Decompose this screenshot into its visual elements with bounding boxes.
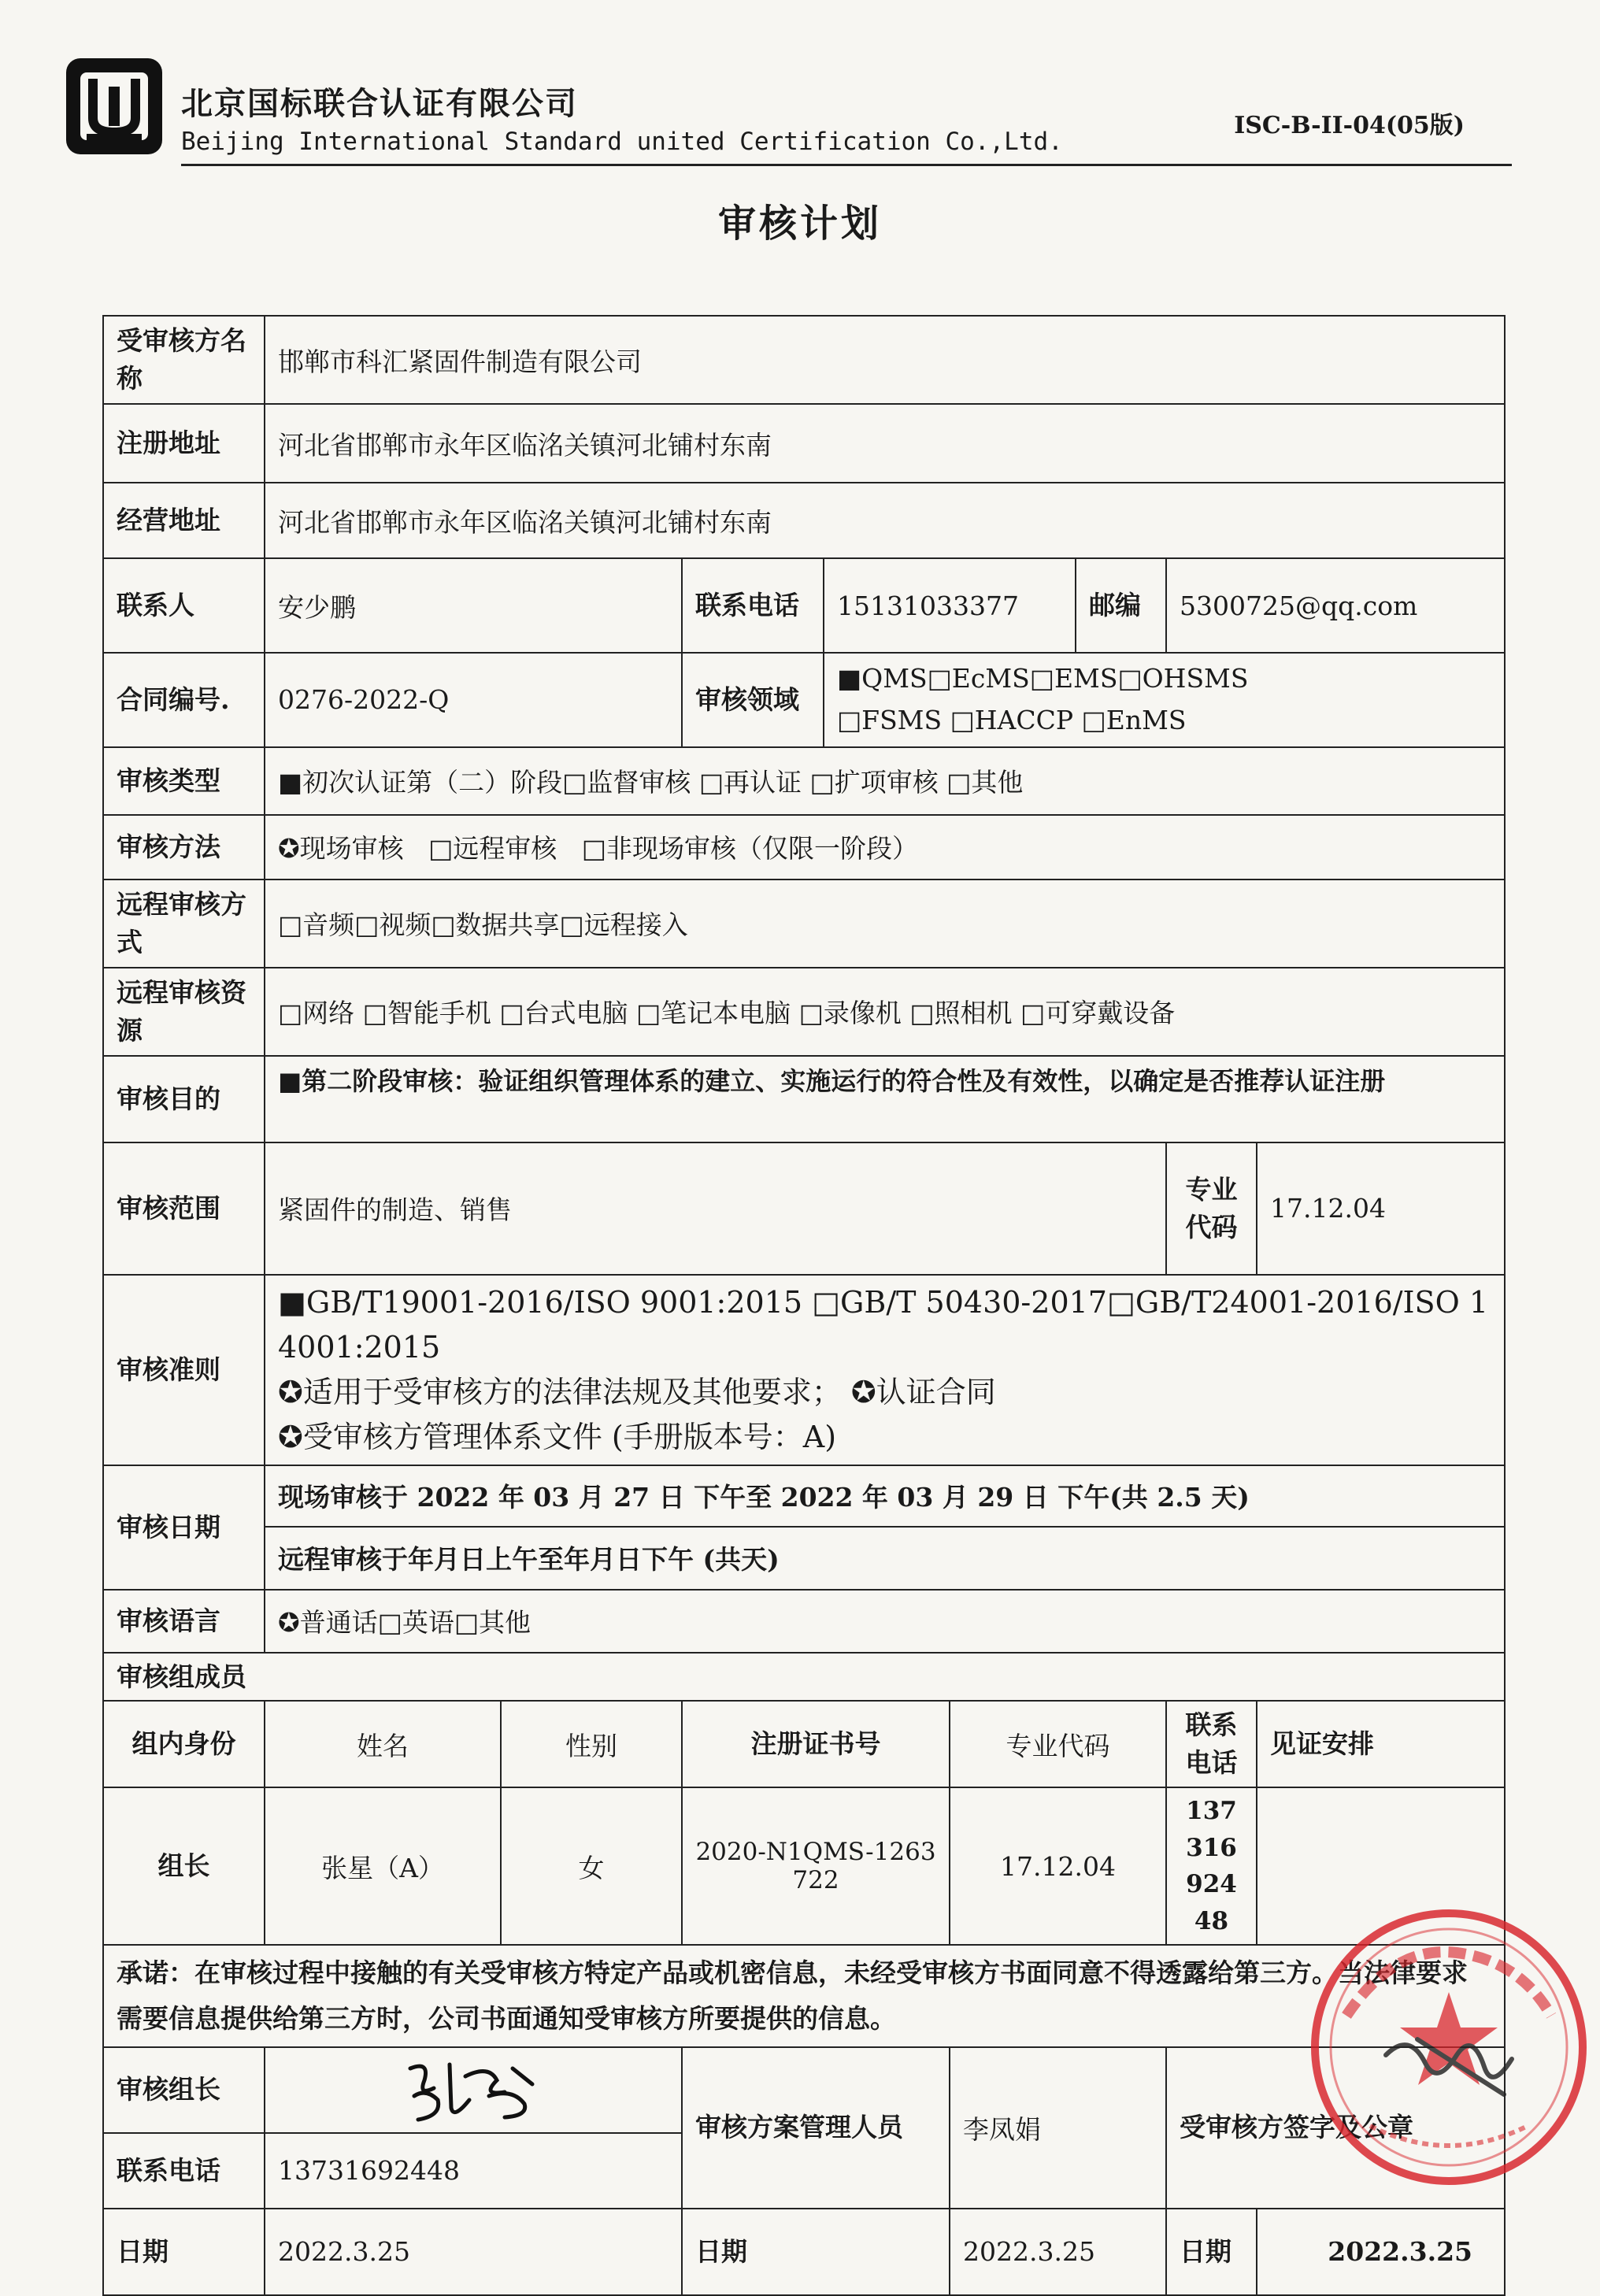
audit-team-label: 审核组成员 — [103, 1653, 1505, 1702]
leader-signature-icon — [394, 2053, 552, 2128]
team-header-phone: 联系电话 — [1166, 1701, 1257, 1787]
audit-domain-label: 审核领域 — [682, 653, 824, 747]
contact-email: 5300725@qq.com — [1166, 558, 1505, 653]
audit-type: ■初次认证第（二）阶段□监督审核 □再认证 □扩项审核 □其他 — [265, 747, 1505, 815]
team-gender: 女 — [501, 1787, 682, 1945]
audit-method: ✪现场审核 □远程审核 □非现场审核（仅限一阶段） — [265, 815, 1505, 880]
audit-date-label: 审核日期 — [103, 1465, 265, 1590]
business-address-label: 经营地址 — [103, 483, 265, 558]
professional-code-label: 专业代码 — [1166, 1142, 1257, 1275]
registered-address: 河北省邯郸市永年区临洺关镇河北铺村东南 — [265, 404, 1505, 483]
leader-phone: 13731692448 — [265, 2133, 682, 2209]
audit-criteria — [265, 1275, 1505, 1465]
contact-person-label: 联系人 — [103, 558, 265, 653]
auditee-date-label: 日期 — [1166, 2209, 1257, 2295]
audit-language-label: 审核语言 — [103, 1590, 265, 1653]
audit-domain-line2: □FSMS □HACCP □EnMS — [837, 704, 1187, 735]
postcode-label: 邮编 — [1076, 558, 1166, 653]
audit-scope: 紧固件的制造、销售 — [265, 1142, 1166, 1275]
audit-method-label: 审核方法 — [103, 815, 265, 880]
registered-address-label: 注册地址 — [103, 404, 265, 483]
criteria-legal: ✪适用于受审核方的法律法规及其他要求； ✪认证合同 — [278, 1374, 996, 1409]
team-header-role: 组内身份 — [103, 1701, 265, 1787]
contact-phone-label: 联系电话 — [682, 558, 824, 653]
audit-scope-label: 审核范围 — [103, 1142, 265, 1275]
leader-phone-label: 联系电话 — [103, 2133, 265, 2209]
document-title: 审核计划 — [717, 202, 882, 246]
remote-mode-label: 远程审核方式 — [103, 880, 265, 968]
company-name-cn: 北京国标联合认证有限公司 — [181, 85, 578, 122]
remote-audit-date: 远程审核于年月日上午至年月日下午 (共天) — [265, 1527, 1505, 1590]
team-leader-signature — [265, 2047, 682, 2133]
audit-plan-table — [102, 315, 1506, 2296]
team-header-gender: 性别 — [501, 1701, 682, 1787]
team-header-code: 专业代码 — [950, 1701, 1166, 1787]
confidentiality-commitment: 承诺：在审核过程中接触的有关受审核方特定产品或机密信息，未经受审核方书面同意不得透露给第三方。当法律要求需要信息提供给第三方时，公司书面通知受审核方所要提供的信息。 — [103, 1945, 1505, 2047]
business-address: 河北省邯郸市永年区临洺关镇河北铺村东南 — [265, 483, 1505, 558]
remote-resources: □网络 □智能手机 □台式电脑 □笔记本电脑 □录像机 □照相机 □可穿戴设备 — [265, 968, 1505, 1056]
leader-date: 2022.3.25 — [265, 2209, 682, 2295]
program-manager: 李凤娟 — [950, 2047, 1166, 2209]
contact-person: 安少鹏 — [265, 558, 682, 653]
letterhead — [63, 47, 1512, 173]
isc-logo-icon — [63, 55, 165, 157]
remote-mode: □音频□视频□数据共享□远程接入 — [265, 880, 1505, 968]
contact-phone: 15131033377 — [824, 558, 1076, 653]
form-code: ISC-B-II-04(05版) — [1234, 112, 1465, 139]
header-rule — [181, 164, 1512, 166]
team-role: 组长 — [103, 1787, 265, 1945]
criteria-system-docs: ✪受审核方管理体系文件 (手册版本号：A) — [278, 1419, 837, 1454]
team-witness — [1257, 1787, 1505, 1945]
program-manager-label: 审核方案管理人员 — [682, 2047, 950, 2209]
manager-date: 2022.3.25 — [950, 2209, 1166, 2295]
audit-domain-line1: ■QMS□EcMS□EMS□OHSMS — [837, 663, 1249, 694]
team-leader-label: 审核组长 — [103, 2047, 265, 2133]
leader-date-label: 日期 — [103, 2209, 265, 2295]
auditee-name-label: 受审核方名称 — [103, 316, 265, 404]
auditee-signature-label: 受审核方签字及公章 — [1166, 2047, 1505, 2209]
company-name-en: Beijing International Standard united Certification Co.,Ltd. — [181, 128, 1063, 156]
team-header-cert-no: 注册证书号 — [682, 1701, 950, 1787]
onsite-audit-date: 现场审核于 2022 年 03 月 27 日 下午至 2022 年 03 月 29 日 下午(共 2.5 天) — [265, 1465, 1505, 1527]
professional-code: 17.12.04 — [1257, 1142, 1505, 1275]
team-header-witness: 见证安排 — [1257, 1701, 1505, 1787]
audit-type-label: 审核类型 — [103, 747, 265, 815]
team-header-name: 姓名 — [265, 1701, 501, 1787]
auditee-name: 邯郸市科汇紧固件制造有限公司 — [265, 316, 1505, 404]
team-code: 17.12.04 — [950, 1787, 1166, 1945]
contract-number: 0276-2022-Q — [265, 653, 682, 747]
audit-language: ✪普通话□英语□其他 — [265, 1590, 1505, 1653]
team-phone: 13731692448 — [1166, 1787, 1257, 1945]
contract-number-label: 合同编号. — [103, 653, 265, 747]
audit-domain — [824, 653, 1505, 747]
manager-date-label: 日期 — [682, 2209, 950, 2295]
audit-purpose: ■第二阶段审核：验证组织管理体系的建立、实施运行的符合性及有效性，以确定是否推荐认证注册 — [265, 1056, 1505, 1142]
audit-purpose-label: 审核目的 — [103, 1056, 265, 1142]
audit-criteria-label: 审核准则 — [103, 1275, 265, 1465]
table-row — [103, 1787, 1505, 1945]
auditee-date: 2022.3.25 — [1257, 2209, 1505, 2295]
criteria-standards: ■GB/T19001-2016/ISO 9001:2015 □GB/T 50430-2017□GB/T24001-2016/ISO 14001:2015 — [278, 1284, 1488, 1365]
remote-resources-label: 远程审核资源 — [103, 968, 265, 1056]
team-cert-no: 2020-N1QMS-1263722 — [682, 1787, 950, 1945]
team-name: 张星（A） — [265, 1787, 501, 1945]
